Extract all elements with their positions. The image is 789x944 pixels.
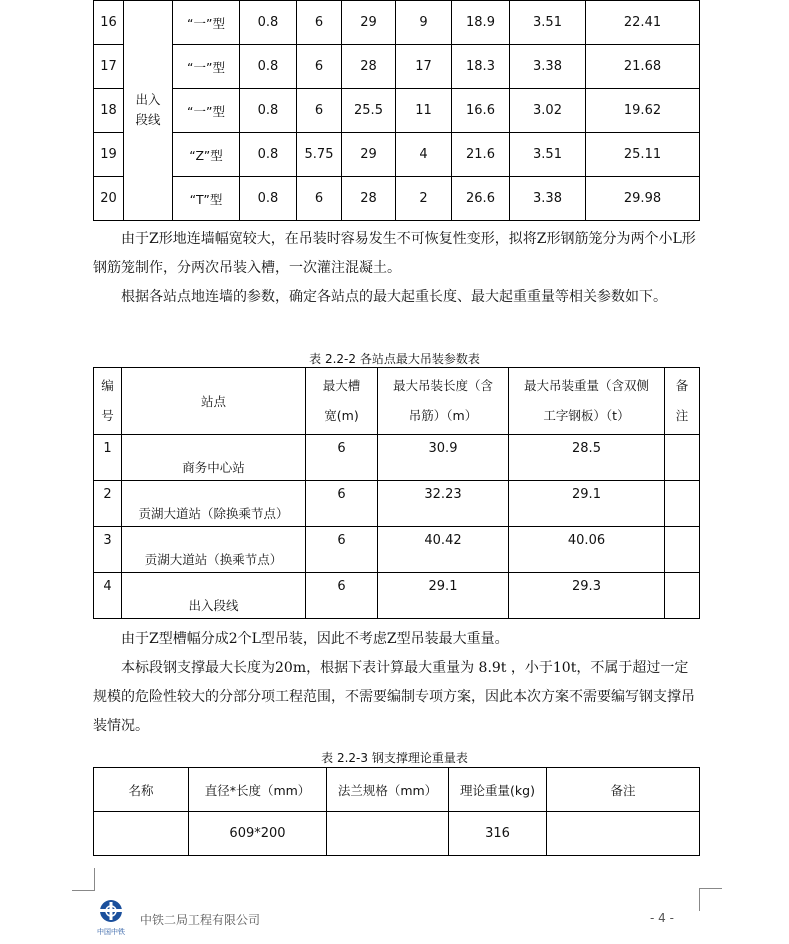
max-lift-length [378,435,509,481]
group-label-text: 出入段线 [135,91,161,127]
paragraph-z-shape: 由于Z形地连墙幅宽较大，在吊装时容易发生不可恢复性变形，拟将Z形钢筋笼分为两个小L形钢筋笼制作，分两次吊装入槽，一次灌注混凝土。 [93,231,696,276]
station-number-text: 4 [103,579,112,594]
table-row [94,45,700,89]
value-cell: 3.38 [510,45,586,89]
value-cell: 0.8 [240,133,297,177]
max-lift-weight [509,481,665,527]
header-theoretical-weight: 理论重量(kg) [449,768,547,812]
station-number [94,527,122,573]
value-cell: 17 [396,45,452,89]
value-cell: 25.5 [342,89,396,133]
company-name: 中铁二局工程有限公司 [140,913,261,927]
wall-type: “一”型 [173,45,240,89]
row-number: 17 [94,45,124,89]
value-cell: 29.98 [586,177,700,221]
header-name: 名称 [94,768,189,812]
value-cell: 4 [396,133,452,177]
value-cell: 18.3 [452,45,510,89]
value-cell: 0.8 [240,1,297,45]
table3-caption: 表 2.2-3 钢支撑理论重量表 [321,751,468,765]
table-row [94,527,700,573]
value-cell: 18.9 [452,1,510,45]
max-trench-width [306,573,378,619]
max-lift-weight-text: 29.3 [572,579,601,594]
station-name [122,435,306,481]
station-name [122,573,306,619]
paragraph-z-weight: 由于Z型槽幅分成2个L型吊装，因此不考虑Z型吊装最大重量。 [121,631,509,647]
max-lift-weight [509,435,665,481]
max-lift-weight [509,573,665,619]
max-lift-length [378,527,509,573]
station-number [94,435,122,481]
table-row [94,133,700,177]
logo-text: 中国中铁 [97,928,125,936]
value-cell: 0.8 [240,89,297,133]
header-note: 备 注 [665,368,700,435]
value-cell: 29 [342,133,396,177]
value-cell: 21.68 [586,45,700,89]
table-row [94,573,700,619]
max-lift-weight-text: 29.1 [572,487,601,502]
steel-support-weight-table [93,767,700,856]
value-cell: 28 [342,45,396,89]
page-number: - 4 - [650,911,674,925]
value-cell: 25.11 [586,133,700,177]
max-lift-weight-text: 40.06 [567,533,606,548]
value-cell: 26.6 [452,177,510,221]
value-cell: 28 [342,177,396,221]
value-cell: 19.62 [586,89,700,133]
max-lift-weight [509,527,665,573]
value-cell: 2 [396,177,452,221]
value-cell: 3.51 [510,133,586,177]
remark-cell [665,573,700,619]
wall-type: “T”型 [173,177,240,221]
value-cell: 16.6 [452,89,510,133]
cell-flange [327,812,449,856]
row-number: 18 [94,89,124,133]
station-number [94,481,122,527]
header-station: 站点 [122,368,306,435]
station-name-text: 出入段线 [188,598,239,613]
corner-mark-right [699,888,722,911]
value-cell: 11 [396,89,452,133]
wall-type: “Z”型 [173,133,240,177]
max-lift-length [378,481,509,527]
table-row [94,1,700,45]
max-trench-width-text: 6 [337,487,346,502]
table-row [94,89,700,133]
value-cell: 0.8 [240,177,297,221]
remark-cell [665,435,700,481]
paragraph-parameters: 根据各站点地连墙的参数，确定各站点的最大起重长度、最大起重重量等相关参数如下。 [121,289,667,305]
table2-caption: 表 2.2-2 各站点最大吊装参数表 [309,352,480,366]
header-remarks: 备注 [547,768,700,812]
max-lift-length [378,573,509,619]
remark-cell [665,527,700,573]
value-cell: 0.8 [240,45,297,89]
header-weight: 最大吊装重量（含双侧 工字钢板）（t） [509,368,665,435]
max-trench-width [306,481,378,527]
max-trench-width [306,435,378,481]
paragraph-steel-support: 本标段钢支撑最大长度为20m，根据下表计算最大重量为 8.9t ，小于10t，不属于超过一定规模的危险性较大的分部分项工程范围，不需要编制专项方案，因此本次方案不需要编写钢支撑吊装情况。 [93,660,695,734]
cell-name [94,812,189,856]
table-row [94,177,700,221]
max-lifting-parameters-table [93,367,700,619]
value-cell: 3.51 [510,1,586,45]
wall-parameter-table [93,0,700,221]
station-number-text: 2 [103,487,112,502]
station-number-text: 3 [103,533,112,548]
header-flange: 法兰规格（mm） [327,768,449,812]
table-row [94,435,700,481]
max-lift-length-text: 32.23 [424,487,462,502]
row-number: 19 [94,133,124,177]
cell-weight: 316 [449,812,547,856]
station-name [122,481,306,527]
value-cell: 22.41 [586,1,700,45]
cell-remarks [547,812,700,856]
wall-type: “一”型 [173,89,240,133]
station-name-text: 贡湖大道站（除换乘节点） [138,506,289,521]
value-cell: 6 [297,45,342,89]
station-number [94,573,122,619]
cell-dimension: 609*200 [189,812,327,856]
value-cell: 9 [396,1,452,45]
header-no: 编 号 [94,368,122,435]
value-cell: 21.6 [452,133,510,177]
max-lift-length-text: 29.1 [428,579,458,594]
group-label [124,1,173,221]
station-name [122,527,306,573]
company-logo [94,898,128,938]
max-trench-width [306,527,378,573]
station-name-text: 贡湖大道站（换乘节点） [144,552,283,567]
value-cell: 6 [297,1,342,45]
value-cell: 3.02 [510,89,586,133]
row-number: 16 [94,1,124,45]
row-number: 20 [94,177,124,221]
value-cell: 3.38 [510,177,586,221]
value-cell: 29 [342,1,396,45]
value-cell: 6 [297,89,342,133]
table-row [94,481,700,527]
wall-type: “一”型 [173,1,240,45]
header-width: 最大槽 宽(m) [306,368,378,435]
value-cell: 5.75 [297,133,342,177]
crec-logo-icon [94,898,128,924]
max-trench-width-text: 6 [337,579,346,594]
corner-mark-left [72,868,95,891]
max-lift-weight-text: 28.5 [572,441,601,456]
max-lift-length-text: 30.9 [428,441,458,456]
header-length: 最大吊装长度（含 吊筋）（m） [378,368,509,435]
max-trench-width-text: 6 [337,441,346,456]
header-dimension: 直径*长度（mm） [189,768,327,812]
station-number-text: 1 [103,441,112,456]
station-name-text: 商务中心站 [182,460,245,475]
remark-cell [665,481,700,527]
max-lift-length-text: 40.42 [424,533,462,548]
value-cell: 6 [297,177,342,221]
max-trench-width-text: 6 [337,533,346,548]
